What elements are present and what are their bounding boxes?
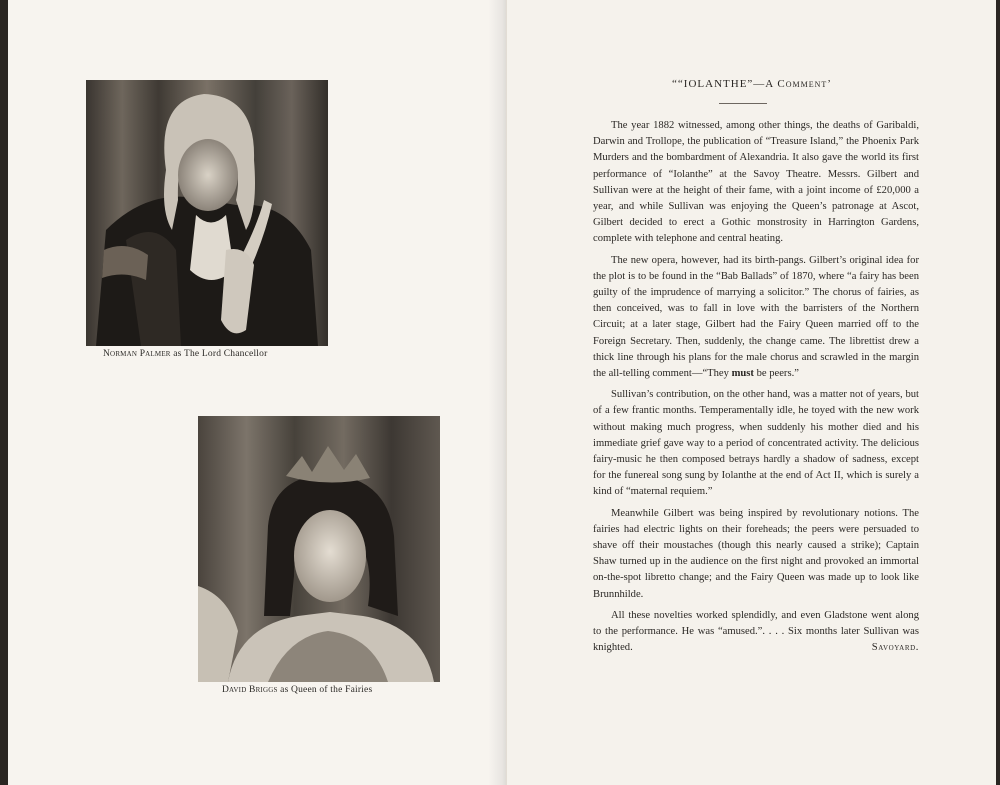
right-page [506, 0, 996, 785]
caption-role: as The Lord Chancellor [173, 349, 268, 359]
left-page [8, 0, 506, 785]
article-title-sub: A Comment’ [765, 78, 832, 90]
photo-lord-chancellor [86, 80, 328, 346]
caption-role: as Queen of the Fairies [280, 685, 373, 695]
caption-fairy-queen [222, 685, 372, 695]
caption-lord-chancellor [103, 349, 267, 359]
paragraph-1: The year 1882 witnessed, among other things, the deaths of Garibaldi, Darwin and Trollope, the publication of “Treasure Island,” the Phoenix Park Murders and the bombardment of Alexandria. It also gave the world its first performance of “Iolanthe” at the Savoy Theatre. Messrs. Gilbert and Sullivan were at the height of their fame, with a joint income of £20,000 a year, and while Sullivan was enjoying the Queen’s patronage at Ascot, Gilbert decided to erect a Gothic monstrosity in Harrington Gardens, complete with telephone and central heating. [593, 120, 919, 245]
lord-chancellor-image [86, 80, 328, 346]
paragraph-5-text: All these novelties worked splendidly, and even Gladstone went along to the performance. He was “amused.”. . . . Six months later Sullivan was knighted. [593, 609, 919, 654]
photo-fairy-queen [198, 416, 440, 682]
fairy-queen-image [198, 416, 440, 682]
article-title-main: ““IOLANTHE”— [672, 78, 766, 90]
caption-actor-name: Norman Palmer [103, 349, 171, 359]
emphasis-must: must [731, 368, 754, 380]
title-divider [719, 103, 767, 104]
caption-actor-name: David Briggs [222, 685, 278, 695]
paragraph-3: Sullivan’s contribution, on the other hand, was a matter not of years, but of a few frantic months. Temperamentally idle, he toyed with the new work without making much progress, when suddenly his mother died and his immediate grief gave way to a period of concentrated activity. The delicious fairy-music he then composed betrays hardly a shadow of sadness, except for the funereal song sung by Iolanthe at the end of Act II, which is surely a kind of “maternal requiem.” [593, 389, 919, 498]
article-title [507, 78, 997, 90]
paragraph-4: Meanwhile Gilbert was being inspired by revolutionary notions. The fairies had electric lights on their foreheads; the peers were persuaded to shave off their moustaches (though this nearly caused a strike); Captain Shaw turned up in the audience on the first night and provoked an immortal on-the-spot libretto change; and the Fairy Queen was made up to look like Brunnhilde. [593, 507, 919, 600]
paragraph-2: The new opera, however, had its birth-pangs. Gilbert’s original idea for the plot is to be found in the “Bab Ballads” of 1870, where “a fairy has been guilty of the imprudence of marrying a solicitor.” The chorus of fairies, as then conceived, was to fall in love with the barristers of the Northern Circuit; at a later stage, Gilbert had the Fairy Queen married off to the Foreign Secretary. Then, suddenly, the change came. The librettist drew a thick line through his plans for the male chorus and scrawled in the margin the all-telling comment—“They must be peers.” [593, 254, 919, 380]
paragraph-5 [593, 608, 919, 657]
signature: Savoyard. [871, 642, 919, 654]
article-body [593, 118, 919, 662]
